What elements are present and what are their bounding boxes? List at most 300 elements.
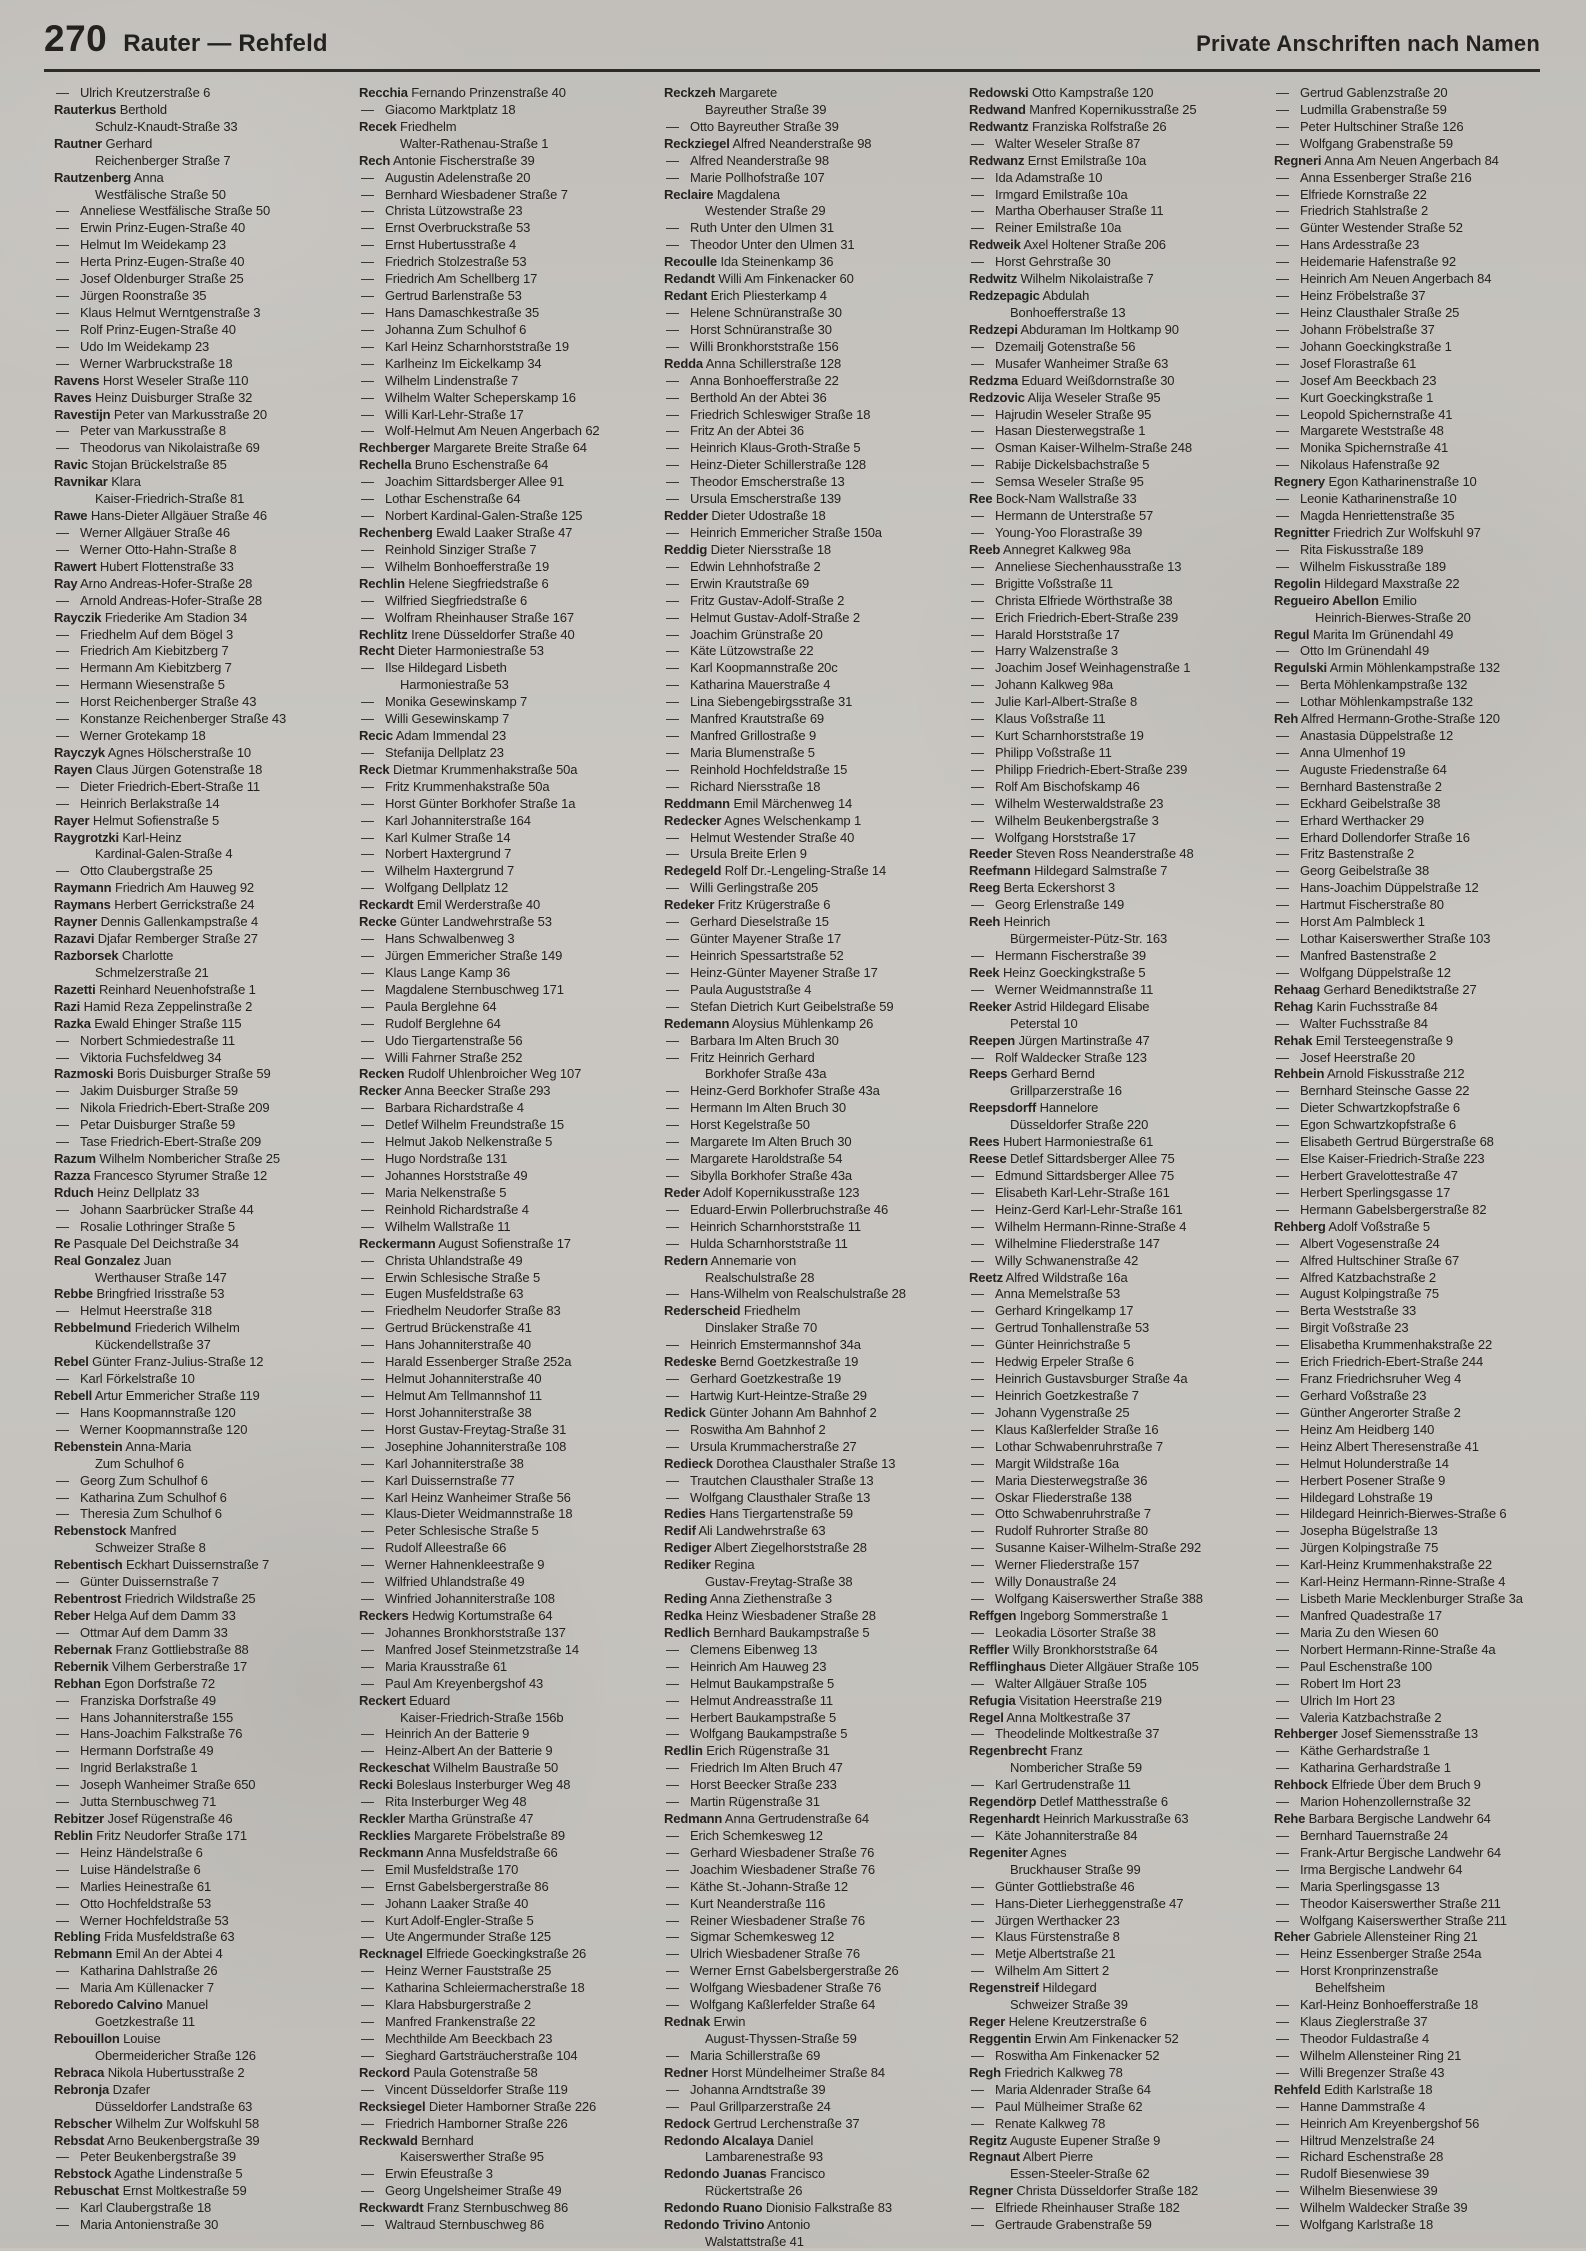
- entry-dash: —: [361, 2031, 374, 2047]
- directory-line: Raygrotzki Karl-Heinz: [54, 829, 182, 845]
- directory-line: Rebraca Nikola Hubertusstraße 2: [54, 2064, 245, 2080]
- directory-line: — Hermann Wiesenstraße 5: [56, 677, 225, 693]
- entry-dash: —: [56, 338, 69, 354]
- directory-line: — Hajrudin Weseler Straße 95: [971, 406, 1152, 422]
- directory-line: — Heinz-Günter Mayener Straße 17: [666, 964, 878, 980]
- directory-line: — Werner Hochfeldstraße 53: [56, 1912, 229, 1928]
- directory-line: Regitz Auguste Eupener Straße 9: [969, 2132, 1161, 2148]
- entry-dash: —: [666, 964, 679, 980]
- entry-dash: —: [971, 524, 984, 540]
- entry-dash: —: [1276, 1709, 1289, 1725]
- directory-line: Realschulstraße 28: [705, 1269, 815, 1285]
- entry-dash: —: [971, 1506, 984, 1522]
- entry-dash: —: [361, 880, 374, 896]
- directory-line: — Nikola Friedrich-Ebert-Straße 209: [56, 1100, 270, 1116]
- entry-dash: —: [56, 1692, 69, 1708]
- entry-dash: —: [1276, 541, 1289, 557]
- directory-line: Redzepi Abduraman Im Holtkamp 90: [969, 321, 1179, 337]
- directory-line: — Wilhelm Bonhoefferstraße 19: [361, 558, 550, 574]
- directory-line: Reckwardt Franz Sternbuschweg 86: [359, 2200, 569, 2216]
- directory-line: — Horst Gehrstraße 30: [971, 254, 1111, 270]
- directory-line: — Karl-Heinz Bonhoefferstraße 18: [1276, 1997, 1479, 2013]
- entry-dash: —: [971, 1371, 984, 1387]
- directory-line: — Christa Uhlandstraße 49: [361, 1252, 523, 1268]
- entry-dash: —: [361, 744, 374, 760]
- entry-dash: —: [361, 1472, 374, 1488]
- directory-line: — Karl Heinz Wanheimer Straße 56: [361, 1489, 571, 1505]
- directory-line: — Manfred Krautstraße 69: [666, 711, 824, 727]
- directory-line: — Maria Nelkenstraße 5: [361, 1184, 507, 1200]
- directory-line: — Manfred Grillostraße 9: [666, 728, 817, 744]
- directory-line: — Irmgard Emilstraße 10a: [971, 186, 1128, 202]
- entry-dash: —: [56, 1489, 69, 1505]
- directory-line: — Johann Kalkweg 98a: [971, 677, 1114, 693]
- directory-line: Reggentin Erwin Am Finkenacker 52: [969, 2031, 1179, 2047]
- entry-dash: —: [361, 1269, 374, 1285]
- directory-line: Rebhan Egon Dorfstraße 72: [54, 1675, 215, 1691]
- directory-line: Reetz Alfred Wildstraße 16a: [969, 1269, 1128, 1285]
- entry-dash: —: [56, 1201, 69, 1217]
- directory-line: — Harry Walzenstraße 3: [971, 643, 1118, 659]
- entry-dash: —: [1276, 288, 1289, 304]
- directory-line: — Waltraud Sternbuschweg 86: [361, 2217, 545, 2233]
- directory-line: — Norbert Hermann-Rinne-Straße 4a: [1276, 1641, 1496, 1657]
- entry-dash: —: [361, 1980, 374, 1996]
- directory-line: — Julie Karl-Albert-Straße 8: [971, 694, 1138, 710]
- directory-line: — Bernhard Bastenstraße 2: [1276, 778, 1442, 794]
- directory-line: — Wolfgang Düppelstraße 12: [1276, 964, 1451, 980]
- entry-dash: —: [361, 1861, 374, 1877]
- directory-line: Recke Günter Landwehrstraße 53: [359, 914, 552, 930]
- entry-dash: —: [1276, 1472, 1289, 1488]
- directory-line: Kückendellstraße 37: [95, 1337, 211, 1353]
- directory-line: — Ulrich Kreutzerstraße 6: [56, 85, 211, 100]
- directory-line: — Friedrich Am Kiebitzberg 7: [56, 643, 229, 659]
- directory-line: Regulski Armin Möhlenkampstraße 132: [1274, 660, 1500, 676]
- directory-line: Schulz-Knaudt-Straße 33: [95, 118, 238, 134]
- entry-dash: —: [666, 1083, 679, 1099]
- directory-line: Reichenberger Straße 7: [95, 152, 231, 168]
- directory-line: Recchia Fernando Prinzenstraße 40: [359, 85, 566, 100]
- directory-line: — Hans Damaschkestraße 35: [361, 304, 540, 320]
- directory-line: — Reiner Wiesbadener Straße 76: [666, 1912, 866, 1928]
- directory-column: [664, 85, 956, 2251]
- directory-line: Schweizer Straße 8: [95, 1540, 206, 1556]
- directory-line: — Peter Beukenbergstraße 39: [56, 2149, 236, 2165]
- directory-line: — Hildegard Lohstraße 19: [1276, 1489, 1433, 1505]
- entry-dash: —: [56, 592, 69, 608]
- directory-line: — Birgit Voßstraße 23: [1276, 1320, 1409, 1336]
- directory-line: — Giacomo Marktplatz 18: [361, 101, 516, 117]
- entry-dash: —: [361, 1015, 374, 1031]
- entry-dash: —: [361, 998, 374, 1014]
- entry-dash: —: [1276, 406, 1289, 422]
- entry-dash: —: [666, 1861, 679, 1877]
- directory-line: — Jutta Sternbuschweg 71: [56, 1794, 217, 1810]
- entry-dash: —: [56, 1760, 69, 1776]
- directory-line: Redmann Anna Gertrudenstraße 64: [664, 1811, 869, 1827]
- directory-column: [1274, 85, 1566, 2251]
- directory-line: — Fritz Bastenstraße 2: [1276, 846, 1415, 862]
- entry-dash: —: [666, 677, 679, 693]
- directory-line: — Alfred Neanderstraße 98: [666, 152, 829, 168]
- directory-line: — Ursula Emscherstraße 139: [666, 491, 842, 507]
- entry-dash: —: [361, 1117, 374, 1133]
- directory-line: — Erwin Prinz-Eugen-Straße 40: [56, 220, 246, 236]
- directory-line: — Gertrud Barlenstraße 53: [361, 288, 522, 304]
- directory-line: — Norbert Kardinal-Galen-Straße 125: [361, 508, 583, 524]
- directory-line: — Heinrich Spessartstraße 52: [666, 948, 844, 964]
- directory-line: — Joachim Grünstraße 20: [666, 626, 823, 642]
- directory-line: — Katharina Schleiermacherstraße 18: [361, 1980, 585, 1996]
- entry-dash: —: [361, 1624, 374, 1640]
- entry-dash: —: [56, 1624, 69, 1640]
- directory-line: — Fritz Gustav-Adolf-Straße 2: [666, 592, 845, 608]
- entry-dash: —: [1276, 1438, 1289, 1454]
- directory-line: — Jürgen Emmericher Straße 149: [361, 948, 563, 964]
- directory-line: — Helmut Heerstraße 318: [56, 1303, 212, 1319]
- directory-line: — Albert Vogesenstraße 24: [1276, 1235, 1440, 1251]
- directory-line: Regendörp Detlef Matthesstraße 6: [969, 1794, 1168, 1810]
- entry-dash: —: [361, 1320, 374, 1336]
- directory-line: Razmoski Boris Duisburger Straße 59: [54, 1066, 271, 1082]
- entry-dash: —: [666, 609, 679, 625]
- entry-dash: —: [1276, 795, 1289, 811]
- entry-dash: —: [666, 643, 679, 659]
- entry-dash: —: [56, 2200, 69, 2216]
- entry-dash: —: [361, 254, 374, 270]
- entry-dash: —: [971, 474, 984, 490]
- directory-line: Redder Dieter Udostraße 18: [664, 508, 826, 524]
- directory-line: Lambarenestraße 93: [705, 2149, 823, 2165]
- directory-line: Raves Heinz Duisburger Straße 32: [54, 389, 253, 405]
- entry-dash: —: [1276, 491, 1289, 507]
- directory-line: Essen-Steeler-Straße 62: [1010, 2166, 1150, 2182]
- entry-dash: —: [361, 1371, 374, 1387]
- entry-dash: —: [666, 1709, 679, 1725]
- entry-dash: —: [666, 338, 679, 354]
- directory-line: — Valeria Katzbachstraße 2: [1276, 1709, 1442, 1725]
- entry-dash: —: [1276, 2047, 1289, 2063]
- directory-line: — Alfred Hultschiner Straße 67: [1276, 1252, 1460, 1268]
- directory-line: Rebentisch Eckhart Duissernstraße 7: [54, 1557, 270, 1573]
- directory-line: Redies Hans Tiergartenstraße 59: [664, 1506, 854, 1522]
- directory-line: Ravnikar Klara: [54, 474, 141, 490]
- entry-dash: —: [1276, 1844, 1289, 1860]
- directory-line: — Hans-Joachim Düppelstraße 12: [1276, 880, 1479, 896]
- entry-dash: —: [1276, 829, 1289, 845]
- entry-dash: —: [56, 254, 69, 270]
- directory-line: — August Kolpingstraße 75: [1276, 1286, 1439, 1302]
- entry-dash: —: [56, 321, 69, 337]
- entry-dash: —: [361, 1895, 374, 1911]
- entry-dash: —: [1276, 2149, 1289, 2165]
- entry-dash: —: [1276, 1201, 1289, 1217]
- directory-line: Rehaag Gerhard Benediktstraße 27: [1274, 981, 1477, 997]
- directory-line: — Otto Bayreuther Straße 39: [666, 118, 839, 134]
- directory-line: Reeh Heinrich: [969, 914, 1051, 930]
- directory-line: Düsseldorfer Landstraße 63: [95, 2098, 253, 2114]
- directory-line: — Friedhelm Neudorfer Straße 83: [361, 1303, 561, 1319]
- entry-dash: —: [56, 2217, 69, 2233]
- directory-line: — Augustin Adelenstraße 20: [361, 169, 531, 185]
- entry-dash: —: [666, 152, 679, 168]
- directory-line: Recki Boleslaus Insterburger Weg 48: [359, 1777, 571, 1793]
- directory-line: — Peter van Markusstraße 8: [56, 423, 226, 439]
- entry-dash: —: [666, 744, 679, 760]
- entry-dash: —: [361, 1506, 374, 1522]
- directory-line: Redif Ali Landwehrstraße 63: [664, 1523, 826, 1539]
- directory-line: Rechella Bruno Eschenstraße 64: [359, 457, 549, 473]
- directory-line: — Gertrud Brückenstraße 41: [361, 1320, 532, 1336]
- directory-line: — Hasan Diesterwegstraße 1: [971, 423, 1146, 439]
- entry-dash: —: [666, 846, 679, 862]
- directory-line: — Maria Aldenrader Straße 64: [971, 2081, 1151, 2097]
- entry-dash: —: [1276, 1286, 1289, 1302]
- entry-dash: —: [971, 338, 984, 354]
- entry-dash: —: [971, 626, 984, 642]
- directory-line: Rehbein Arnold Fiskusstraße 212: [1274, 1066, 1465, 1082]
- entry-dash: —: [666, 457, 679, 473]
- entry-dash: —: [361, 1455, 374, 1471]
- entry-dash: —: [1276, 1083, 1289, 1099]
- entry-dash: —: [1276, 1895, 1289, 1911]
- directory-line: — Emil Musfeldstraße 170: [361, 1861, 519, 1877]
- directory-line: — Heinz Albert Theresenstraße 41: [1276, 1438, 1479, 1454]
- directory-line: Recker Anna Beecker Straße 293: [359, 1083, 551, 1099]
- entry-dash: —: [666, 2047, 679, 2063]
- entry-dash: —: [971, 2217, 984, 2233]
- directory-line: Reckwald Bernhard: [359, 2132, 474, 2148]
- directory-line: — Rudolf Biesenwiese 39: [1276, 2166, 1430, 2182]
- entry-dash: —: [361, 1100, 374, 1116]
- directory-line: — Käte Johanniterstraße 84: [971, 1827, 1138, 1843]
- entry-dash: —: [971, 1963, 984, 1979]
- directory-line: — Anna Ulmenhof 19: [1276, 744, 1406, 760]
- entry-dash: —: [1276, 1269, 1289, 1285]
- entry-dash: —: [1276, 254, 1289, 270]
- directory-line: — Erhard Dollendorfer Straße 16: [1276, 829, 1470, 845]
- entry-dash: —: [361, 1574, 374, 1590]
- directory-line: — Arnold Andreas-Hofer-Straße 28: [56, 592, 262, 608]
- entry-dash: —: [1276, 1117, 1289, 1133]
- entry-dash: —: [971, 1946, 984, 1962]
- directory-line: — Rudolf Berglehne 64: [361, 1015, 501, 1031]
- directory-line: — Heinz Am Heidberg 140: [1276, 1421, 1435, 1437]
- entry-dash: —: [666, 118, 679, 134]
- directory-line: — Fritz Krummenhakstraße 50a: [361, 778, 550, 794]
- directory-line: — Berthold An der Abtei 36: [666, 389, 827, 405]
- entry-dash: —: [971, 1675, 984, 1691]
- directory-line: — Konstanze Reichenberger Straße 43: [56, 711, 287, 727]
- directory-line: — Peter Schlesische Straße 5: [361, 1523, 539, 1539]
- directory-line: — Johann Fröbelstraße 37: [1276, 321, 1435, 337]
- directory-line: Harmoniestraße 53: [400, 677, 509, 693]
- directory-line: — Paul Grillparzerstraße 24: [666, 2098, 831, 2114]
- directory-line: Rechlin Helene Siegfriedstraße 6: [359, 575, 549, 591]
- directory-line: Redondo Ruano Dionisio Falkstraße 83: [664, 2200, 892, 2216]
- directory-line: — Horst Kegelstraße 50: [666, 1117, 810, 1133]
- entry-dash: —: [1276, 1134, 1289, 1150]
- directory-line: Reddig Dieter Niersstraße 18: [664, 541, 832, 557]
- directory-line: Recic Adam Immendal 23: [359, 728, 507, 744]
- directory-line: — Egon Schwartzkopfstraße 6: [1276, 1117, 1456, 1133]
- entry-dash: —: [361, 1675, 374, 1691]
- directory-line: — Karl Johanniterstraße 38: [361, 1455, 524, 1471]
- entry-dash: —: [1276, 897, 1289, 913]
- entry-dash: —: [971, 761, 984, 777]
- directory-line: Redka Heinz Wiesbadener Straße 28: [664, 1607, 876, 1623]
- directory-line: — Monika Spichernstraße 41: [1276, 440, 1449, 456]
- directory-line: — Helene Schnüranstraße 30: [666, 304, 842, 320]
- entry-dash: —: [1276, 558, 1289, 574]
- entry-dash: —: [361, 508, 374, 524]
- directory-line: — Elfriede Rheinhauser Straße 182: [971, 2200, 1180, 2216]
- entry-dash: —: [1276, 2200, 1289, 2216]
- directory-line: Reeb Annegret Kalkweg 98a: [969, 541, 1131, 557]
- entry-dash: —: [971, 558, 984, 574]
- directory-line: — Werner Allgäuer Straße 46: [56, 524, 230, 540]
- directory-line: Redeker Fritz Krügerstraße 6: [664, 897, 831, 913]
- directory-line: — Karl Koopmannstraße 20c: [666, 660, 838, 676]
- directory-line: Redda Anna Schillerstraße 128: [664, 355, 842, 371]
- entry-dash: —: [971, 981, 984, 997]
- directory-line: Ravens Horst Weseler Straße 110: [54, 372, 249, 388]
- directory-line: — Frank-Artur Bergische Landwehr 64: [1276, 1844, 1501, 1860]
- entry-dash: —: [971, 1777, 984, 1793]
- entry-dash: —: [56, 626, 69, 642]
- entry-dash: —: [56, 728, 69, 744]
- entry-dash: —: [1276, 2064, 1289, 2080]
- directory-column: [54, 85, 346, 2251]
- directory-line: — Herbert Baukampstraße 5: [666, 1709, 837, 1725]
- entry-dash: —: [361, 694, 374, 710]
- entry-dash: —: [971, 744, 984, 760]
- entry-dash: —: [666, 2098, 679, 2114]
- directory-line: — Reinhold Hochfeldstraße 15: [666, 761, 848, 777]
- entry-dash: —: [971, 220, 984, 236]
- entry-dash: —: [971, 1184, 984, 1200]
- directory-line: — Heinrich Emstermannshof 34a: [666, 1337, 861, 1353]
- directory-line: — Gerhard Dieselstraße 15: [666, 914, 829, 930]
- directory-line: — Otto Claubergstraße 25: [56, 863, 213, 879]
- directory-line: — Karl Kulmer Straße 14: [361, 829, 511, 845]
- directory-line: — Brigitte Voßstraße 11: [971, 575, 1113, 591]
- directory-line: Kaiserswerther Straße 95: [400, 2149, 544, 2165]
- directory-line: Redandt Willi Am Finkenacker 60: [664, 271, 854, 287]
- directory-line: — Hugo Nordstraße 131: [361, 1151, 508, 1167]
- entry-dash: —: [971, 169, 984, 185]
- directory-line: — Horst Reichenberger Straße 43: [56, 694, 257, 710]
- entry-dash: —: [361, 541, 374, 557]
- directory-line: — Erhard Werthacker 29: [1276, 812, 1424, 828]
- entry-dash: —: [361, 321, 374, 337]
- directory-line: — Roswitha Am Finkenacker 52: [971, 2047, 1160, 2063]
- entry-dash: —: [361, 1151, 374, 1167]
- entry-dash: —: [971, 135, 984, 151]
- directory-line: — Roswitha Am Bahnhof 2: [666, 1421, 826, 1437]
- entry-dash: —: [971, 778, 984, 794]
- directory-line: Rebenstock Manfred: [54, 1523, 177, 1539]
- directory-line: Redlin Erich Rügenstraße 31: [664, 1743, 830, 1759]
- entry-dash: —: [361, 1726, 374, 1742]
- directory-line: — Josephine Johanniterstraße 108: [361, 1438, 567, 1454]
- directory-line: Rebentrost Friedrich Wildstraße 25: [54, 1591, 256, 1607]
- directory-line: Reeg Berta Eckershorst 3: [969, 880, 1115, 896]
- directory-line: — Margarete Weststraße 48: [1276, 423, 1444, 439]
- entry-dash: —: [666, 237, 679, 253]
- directory-line: — Horst Gustav-Freytag-Straße 31: [361, 1421, 567, 1437]
- directory-line: Ravic Stojan Brückelstraße 85: [54, 457, 227, 473]
- directory-line: — Willi Fahrner Straße 252: [361, 1049, 523, 1065]
- entry-dash: —: [1276, 1184, 1289, 1200]
- directory-line: — Heinrich Emmericher Straße 150a: [666, 524, 882, 540]
- directory-line: Recknagel Elfriede Goeckingkstraße 26: [359, 1946, 587, 1962]
- directory-line: — Friedrich Hamborner Straße 226: [361, 2115, 568, 2131]
- directory-line: Refflinghaus Dieter Allgäuer Straße 105: [969, 1658, 1199, 1674]
- directory-line: — Katharina Gerhardstraße 1: [1276, 1760, 1451, 1776]
- directory-line: — Werner Fliederstraße 157: [971, 1557, 1140, 1573]
- directory-line: Regh Friedrich Kalkweg 78: [969, 2064, 1123, 2080]
- entry-dash: —: [666, 1827, 679, 1843]
- directory-line: — Elisabeth Karl-Lehr-Straße 161: [971, 1184, 1170, 1200]
- directory-line: Bonhoefferstraße 13: [1010, 304, 1126, 320]
- entry-dash: —: [1276, 1743, 1289, 1759]
- entry-dash: —: [666, 1421, 679, 1437]
- directory-line: — Karlheinz Im Eickelkamp 34: [361, 355, 542, 371]
- entry-dash: —: [971, 1912, 984, 1928]
- entry-dash: —: [361, 660, 374, 676]
- entry-dash: —: [56, 220, 69, 236]
- directory-line: Redondo Alcalaya Daniel: [664, 2132, 814, 2148]
- directory-line: — Manfred Frankenstraße 22: [361, 2014, 536, 2030]
- entry-dash: —: [361, 1489, 374, 1505]
- entry-dash: —: [361, 1337, 374, 1353]
- directory-line: Rehbock Elfriede Über dem Bruch 9: [1274, 1777, 1481, 1793]
- directory-line: — Heinrich Scharnhorststraße 11: [666, 1218, 861, 1234]
- entry-dash: —: [56, 660, 69, 676]
- directory-line: — Bernhard Steinsche Gasse 22: [1276, 1083, 1470, 1099]
- directory-line: Ree Bock-Nam Wallstraße 33: [969, 491, 1137, 507]
- directory-line: — Herbert Gravelottestraße 47: [1276, 1168, 1458, 1183]
- directory-line: — Christa Lützowstraße 23: [361, 203, 523, 219]
- directory-line: August-Thyssen-Straße 59: [705, 2031, 857, 2047]
- directory-line: — Sibylla Borkhofer Straße 43a: [666, 1168, 852, 1183]
- entry-dash: —: [971, 575, 984, 591]
- directory-line: Rebel Günter Franz-Julius-Straße 12: [54, 1354, 264, 1370]
- directory-line: Reeker Astrid Hildegard Elisabe: [969, 998, 1150, 1014]
- directory-line: — Helmut Baukampstraße 5: [666, 1675, 835, 1691]
- entry-dash: —: [1276, 1387, 1289, 1403]
- directory-line: Reckzeh Margarete: [664, 85, 778, 100]
- entry-dash: —: [666, 660, 679, 676]
- entry-dash: —: [971, 2081, 984, 2097]
- entry-dash: —: [1276, 271, 1289, 287]
- entry-dash: —: [666, 1675, 679, 1691]
- entry-dash: —: [56, 778, 69, 794]
- name-range: Rauter — Rehfeld: [123, 30, 328, 57]
- entry-dash: —: [666, 880, 679, 896]
- entry-dash: —: [1276, 101, 1289, 117]
- entry-dash: —: [971, 1726, 984, 1742]
- entry-dash: —: [971, 2047, 984, 2063]
- entry-dash: —: [1276, 389, 1289, 405]
- entry-dash: —: [971, 457, 984, 473]
- entry-dash: —: [666, 914, 679, 930]
- directory-line: — Horst Schnüranstraße 30: [666, 321, 832, 337]
- entry-dash: —: [666, 1641, 679, 1657]
- entry-dash: —: [971, 948, 984, 964]
